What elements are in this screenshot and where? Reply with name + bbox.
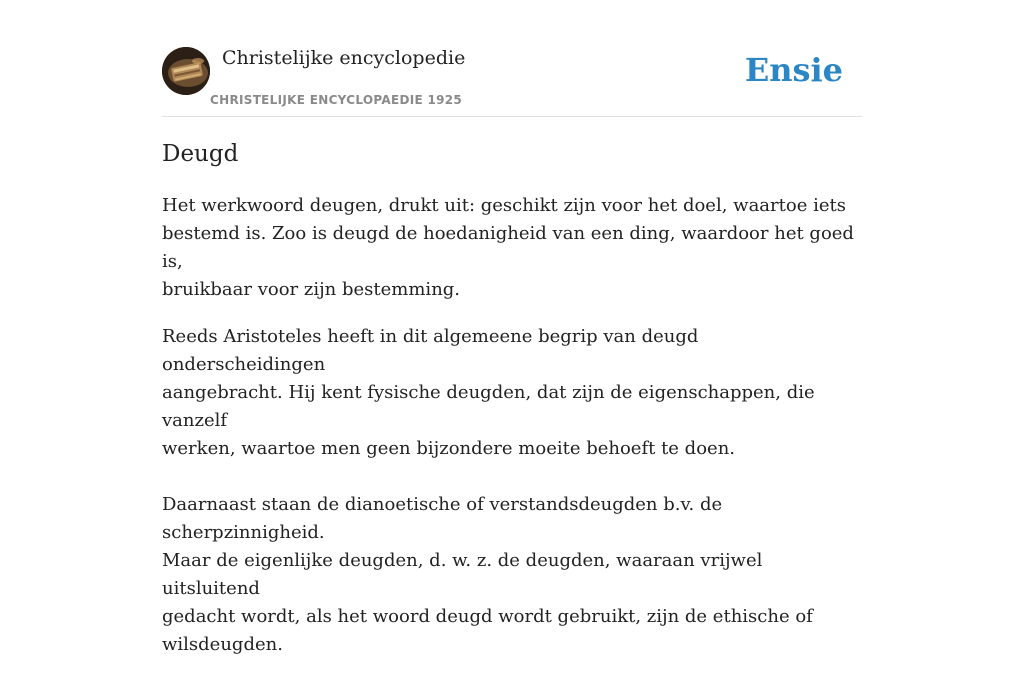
header xyxy=(162,46,862,117)
brand-logo[interactable]: Ensie xyxy=(744,51,843,89)
source-avatar[interactable] xyxy=(162,47,210,95)
article-body xyxy=(162,192,862,678)
book-icon xyxy=(162,47,210,95)
source-subtitle: CHRISTELIJKE ENCYCLOPAEDIE 1925 xyxy=(210,93,463,107)
paragraph: Reeds Aristoteles heeft in dit algemeene begrip van deugd onderscheidingen aangebracht. Hij kent fysische deugden, dat zijn de eigenschappen, die vanzelf werken, waartoe men geen bijzondere moeite behoeft te doen. Daarnaast staan de dianoetische of verstandsdeugden b.v. de scherpzinnigheid. Maar de eigenlijke deugden, d. w. z. de deugden, waaraan vrijwel uitsluitend gedacht wordt, als het woord deugd wordt gebruikt, zijn de ethische of wilsdeugden. xyxy=(162,326,815,655)
article-title: Deugd xyxy=(162,141,239,167)
source-title[interactable]: Christelijke encyclopedie xyxy=(222,47,466,69)
page xyxy=(162,0,862,655)
paragraph: Het werkwoord deugen, drukt uit: geschikt zijn voor het doel, waartoe iets bestemd is. Zoo is deugd de hoedanigheid van een ding, waardoor het goed is, bruikbaar voor zijn bestemming. xyxy=(162,195,854,300)
